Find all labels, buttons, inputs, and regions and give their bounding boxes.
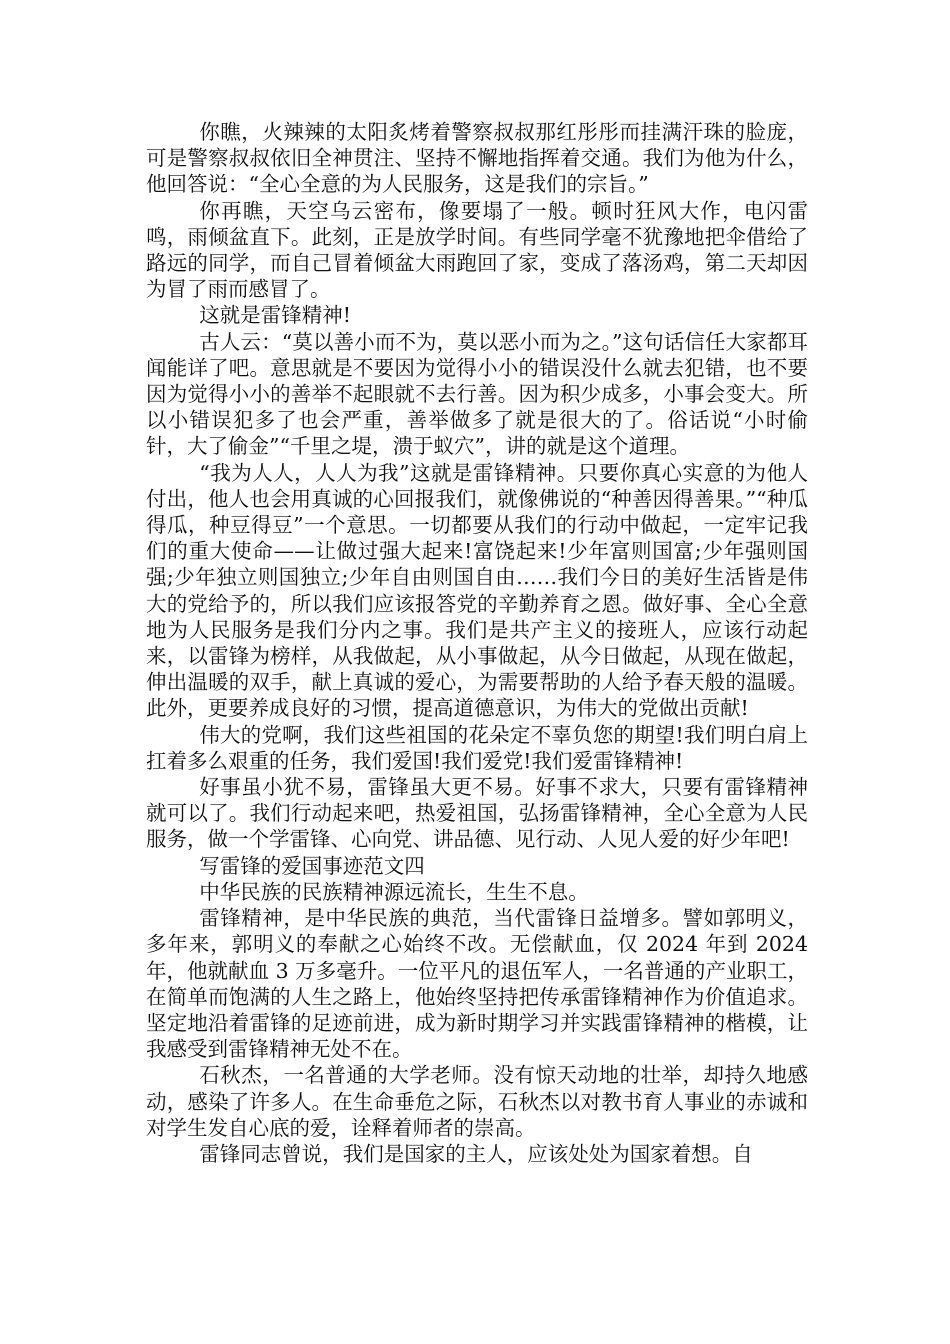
paragraph-guo-mingyi: 雷锋精神，是中华民族的典范，当代雷锋日益增多。譬如郭明义，多年来，郭明义的奉献之心始终不改。无偿献血，仅 2024 年到 2024 年，他就献血 3 万多毫升。一位平凡的退伍军人，一名普通的产业职工，在简单而饱满的人生之路上，他始终坚持把传承雷锋精神作为价值追求。坚定地沿着雷锋的足迹前进，成为新时期学习并实践雷锋精神的楷模，让我感受到雷锋精神无处不在。 xyxy=(146,906,808,1062)
document-body xyxy=(146,119,808,1167)
paragraph-police: 你瞧，火辣辣的太阳炙烤着警察叔叔那红彤彤而挂满汗珠的脸庞，可是警察叔叔依旧全神贯注、坚持不懈地指挥着交通。我们为他为什么，他回答说：“全心全意的为人民服务，这是我们的宗旨。” xyxy=(146,120,808,197)
section-heading: 写雷锋的爱国事迹范文四 xyxy=(199,853,425,878)
paragraph-great-party: 伟大的党啊，我们这些祖国的花朵定不辜负您的期望!我们明白肩上扛着多么艰重的任务，我们爱国!我们爱党!我们爱雷锋精神! xyxy=(146,722,808,773)
paragraph-comrade-leifeng: 雷锋同志曾说，我们是国家的主人，应该处处为国家着想。自 xyxy=(199,1141,753,1166)
paragraph-leifeng-spirit: 这就是雷锋精神! xyxy=(199,303,352,328)
paragraph-good-deeds: 好事虽小犹不易，雷锋虽大更不易。好事不求大，只要有雷锋精神就可以了。我们行动起来吧，热爱祖国，弘扬雷锋精神，全心全意为人民服务，做一个学雷锋、心向党、讲品德、见行动、人见人爱的好少年吧! xyxy=(146,775,808,852)
paragraph-me-for-all: “我为人人，人人为我”这就是雷锋精神。只要你真心实意的为他人付出，他人也会用真诚的心回报我们，就像佛说的“种善因得善果。”“种瓜得瓜，种豆得豆”一个意思。一切都要从我们的行动中做起，一定牢记我们的重大使命——让做过强大起来!富饶起来!少年富则国富;少年强则国强;少年独立则国独立;少年自由则国自由……我们今日的美好生活皆是伟大的党给予的，所以我们应该报答党的辛勤养育之恩。做好事、全心全意地为人民服务是我们分内之事。我们是共产主义的接班人，应该行动起来，以雷锋为榜样，从我做起，从小事做起，从今日做起，从现在做起，伸出温暖的双手，献上真诚的爱心，为需要帮助的人给予春天般的温暖。此外，更要养成良好的习惯，提高道德意识，为伟大的党做出贡献! xyxy=(146,460,808,721)
paragraph-shi-qiujie: 石秋杰，一名普通的大学老师。没有惊天动地的壮举，却持久地感动，感染了许多人。在生命垂危之际，石秋杰以对教书育人事业的赤诚和对学生发自心底的爱，诠释着师者的崇高。 xyxy=(146,1063,808,1140)
paragraph-rain: 你再瞧，天空乌云密布，像要塌了一般。顿时狂风大作，电闪雷鸣，雨倾盆直下。此刻，正是放学时间。有些同学毫不犹豫地把伞借给了路远的同学，而自己冒着倾盆大雨跑回了家，变成了落汤鸡，第二天却因为冒了雨而感冒了。 xyxy=(146,198,808,302)
paragraph-ancient-saying: 古人云：“莫以善小而不为，莫以恶小而为之。”这句话信任大家都耳闻能详了吧。意思就是不要因为觉得小小的错误没什么就去犯错，也不要因为觉得小小的善举不起眼就不去行善。因为积少成多，小事会变大。所以小错误犯多了也会严重，善举做多了就是很大的了。俗话说“小时偷针，大了偷金”“千里之堤，溃于蚁穴”，讲的就是这个道理。 xyxy=(146,329,808,459)
paragraph-national-spirit: 中华民族的民族精神源远流长，生生不息。 xyxy=(199,879,589,904)
